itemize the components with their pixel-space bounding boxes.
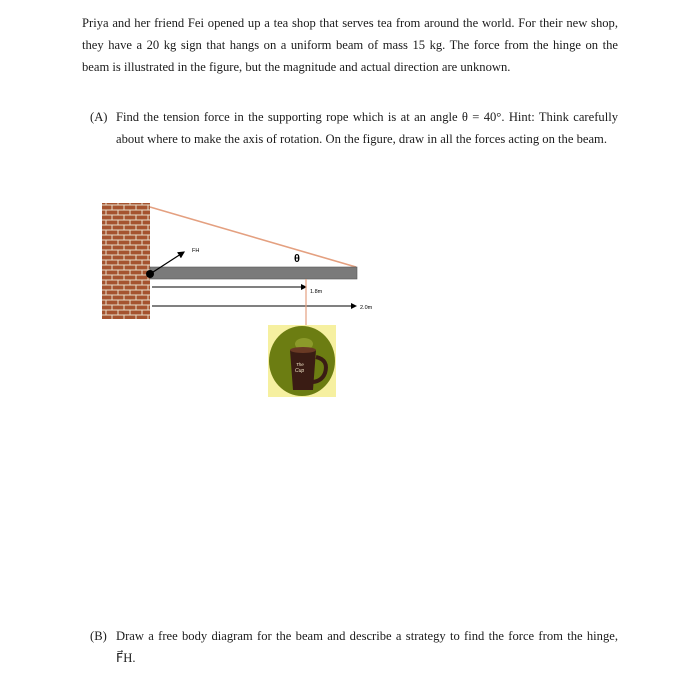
question-a	[90, 107, 618, 150]
beam	[150, 267, 357, 279]
support-rope	[150, 207, 356, 267]
distance-end-label: 2.0m	[360, 305, 373, 311]
hinge-force-label: FH	[192, 248, 200, 254]
problem-intro: Priya and her friend Fei opened up a tea shop that serves tea from around the world. For their new shop, they have a 20 kg sign that hangs on a uniform beam of mass 15 kg. The force from the hinge on the beam is illustrated in the figure, but the magnitude and actual direction are unknown.	[82, 16, 618, 75]
beam-diagram	[100, 195, 400, 405]
sign-text-1: The	[296, 362, 304, 367]
sign-text-2: Cup	[295, 368, 305, 374]
brick-wall	[102, 203, 150, 319]
angle-label: θ	[294, 253, 300, 265]
tea-sign	[268, 325, 336, 397]
question-a-text: Find the tension force in the supporting rope which is at an angle θ = 40°. Hint: Think carefully about where to make the axis of rotation. On the figure, draw in all the forces acting on the beam.	[116, 110, 618, 146]
question-b	[90, 626, 618, 669]
question-b-label: (B)	[90, 629, 107, 643]
question-a-label: (A)	[90, 110, 108, 124]
beam-figure	[100, 195, 400, 405]
distance-sign-label: 1.8m	[310, 289, 323, 295]
question-b-text: Draw a free body diagram for the beam and describe a strategy to find the force from the hinge, F⃗H.	[116, 629, 618, 665]
hinge-pin	[146, 270, 154, 278]
